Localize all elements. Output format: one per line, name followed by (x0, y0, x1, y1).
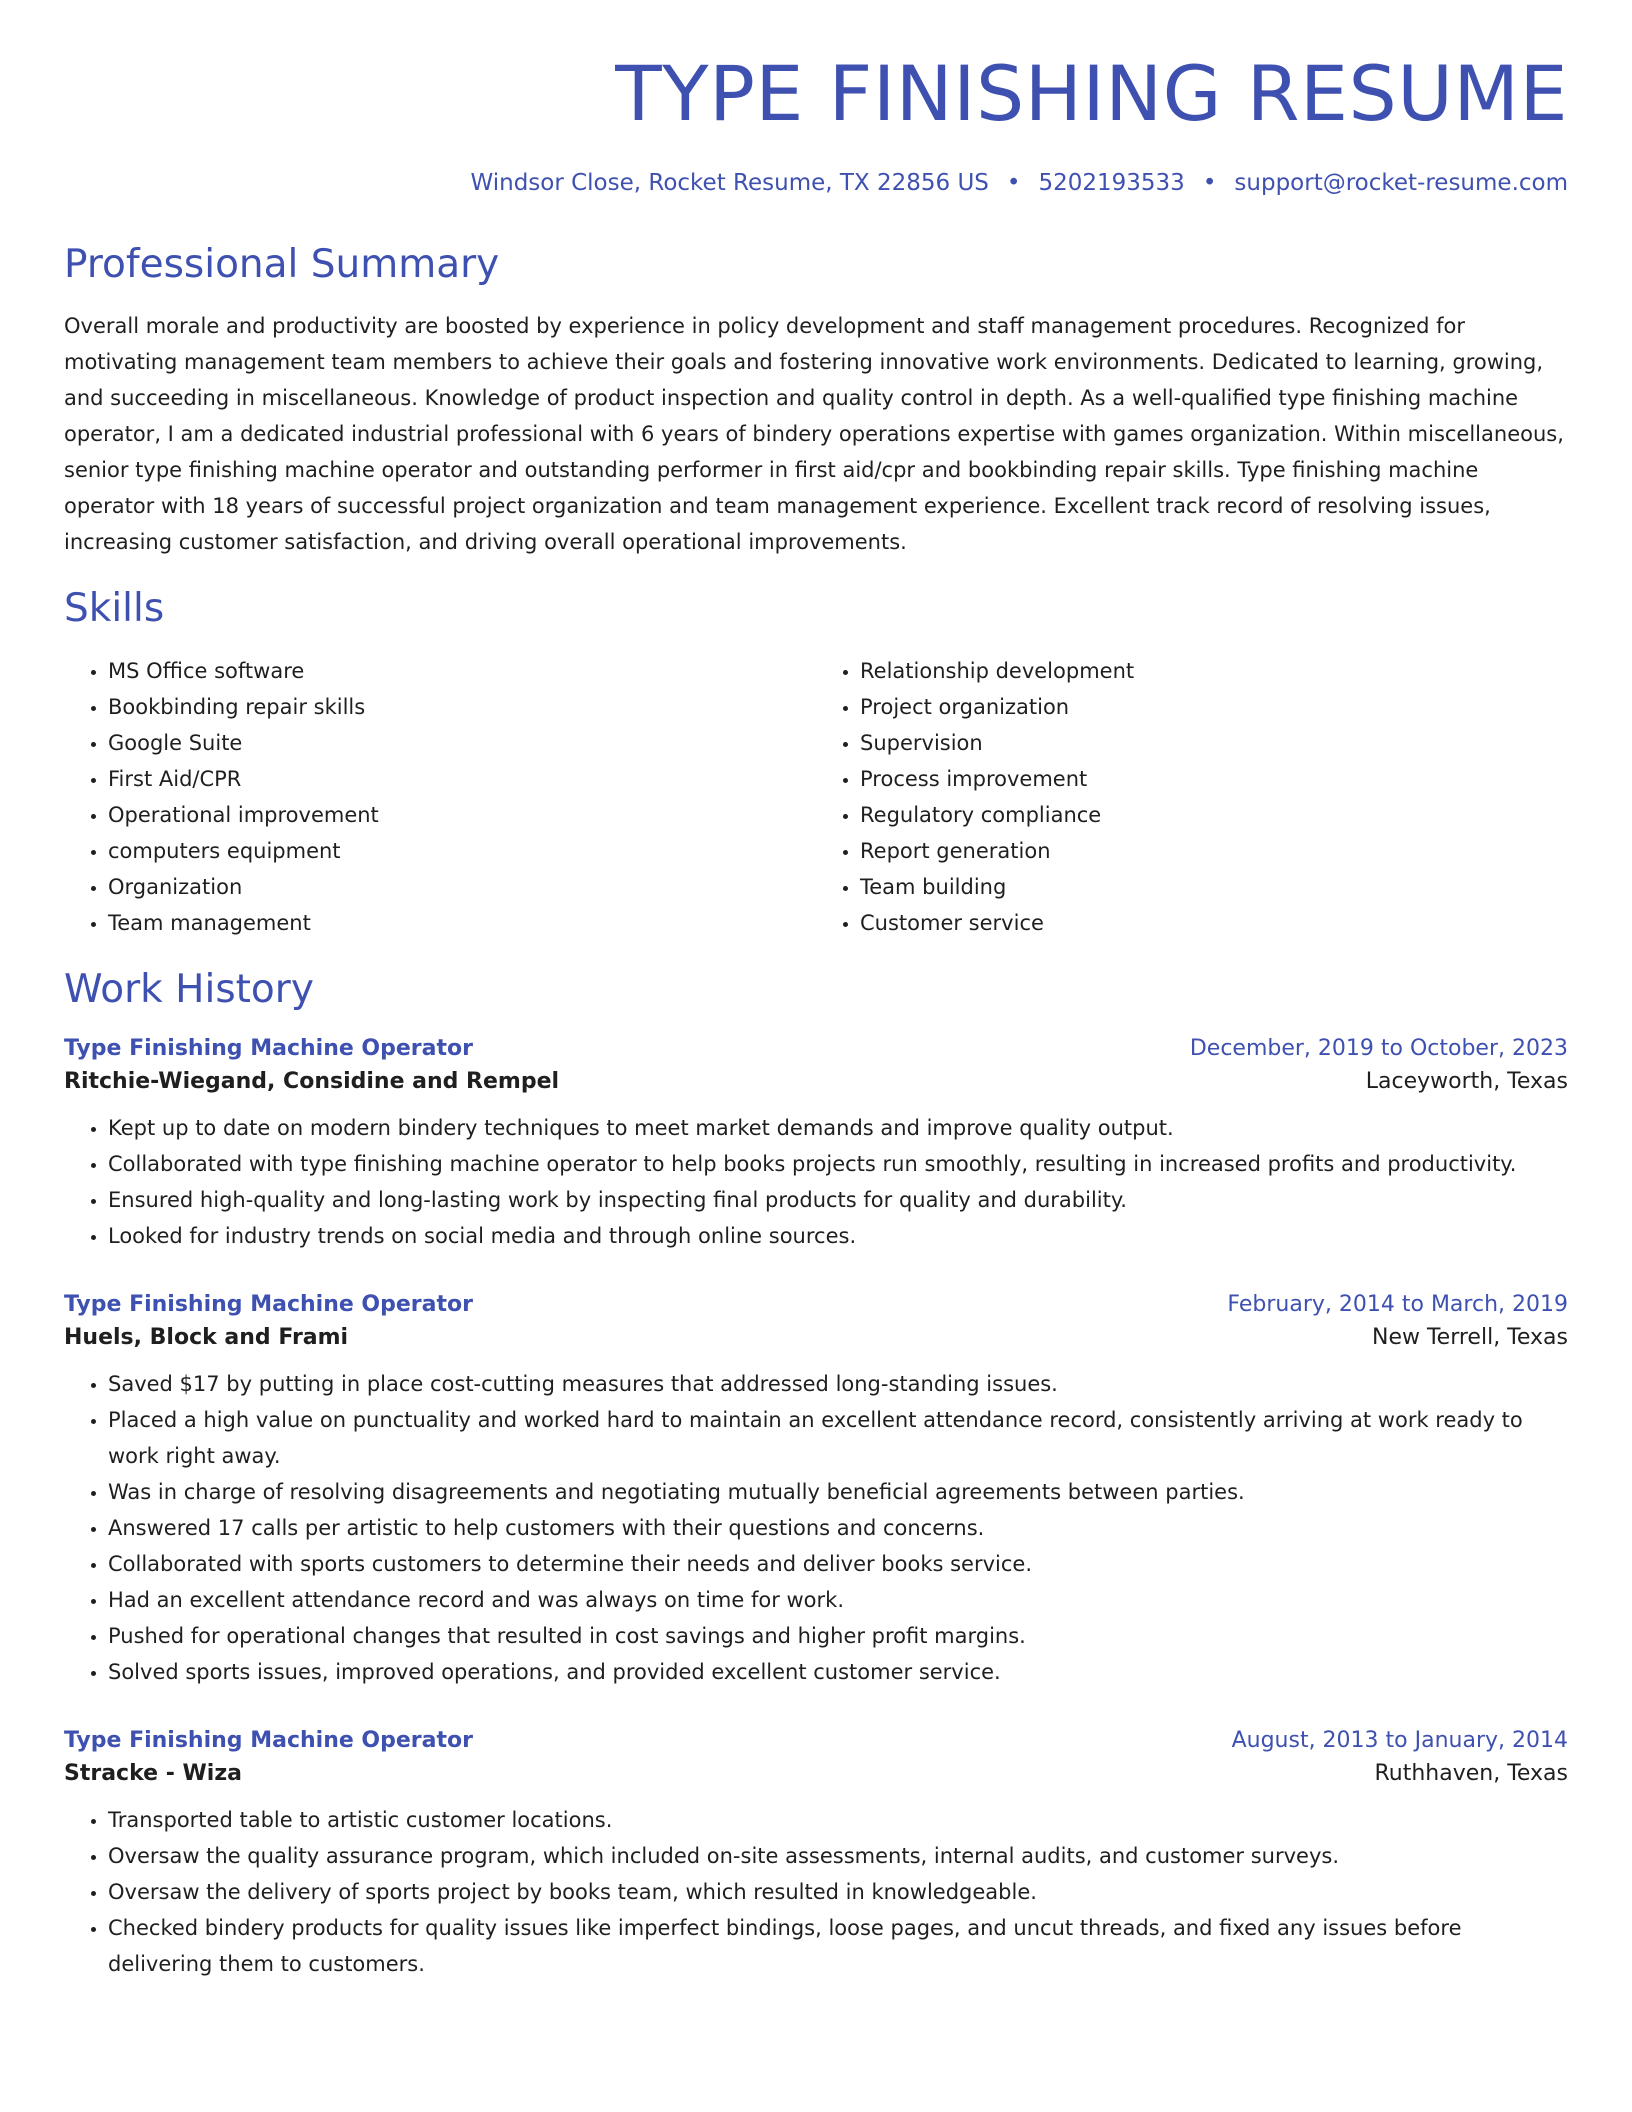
job-dates: December, 2019 to October, 2023 (1189, 1035, 1568, 1061)
job-employer-row (64, 1761, 1568, 1786)
job-entry (64, 1292, 1568, 1690)
job-header (64, 1036, 1568, 1061)
job-bullet: • Kept up to date on modern bindery techniques to meet market demands and improve quality output. (108, 1110, 1568, 1146)
skill-item: • Bookbinding repair skills (108, 689, 816, 725)
job-bullet: • Transported table to artistic customer locations. (108, 1802, 1568, 1838)
job-title: Type Finishing Machine Operator (64, 1035, 473, 1061)
job-bullet: • Answered 17 calls per artistic to help customers with their questions and concerns. (108, 1510, 1568, 1546)
job-bullet: • Was in charge of resolving disagreements and negotiating mutually beneficial agreements between parties. (108, 1474, 1568, 1510)
job-dates: February, 2014 to March, 2019 (1227, 1291, 1568, 1317)
job-bullet: • Solved sports issues, improved operations, and provided excellent customer service. (108, 1654, 1568, 1690)
contact-separator: • (1006, 169, 1021, 196)
skills-column-left (64, 653, 816, 941)
job-bullets (64, 1110, 1568, 1254)
skills-list (64, 653, 1568, 941)
skill-item: • Supervision (860, 725, 1568, 761)
skill-item: • Team building (860, 869, 1568, 905)
summary-text: Overall morale and productivity are boosted by experience in policy development and staff management procedures. Recognized for motivating management team members to achieve their goals and fostering innovative work environments. Dedicated to learning, growing, and succeeding in miscellaneous. Knowledge of product inspection and quality control in depth. As a well-qualified type finishing machine operator, I am a dedicated industrial professional with 6 years of bindery operations expertise with games organization. Within miscellaneous, senior type finishing machine operator and outstanding performer in first aid/cpr and bookbinding repair skills. Type finishing machine operator with 18 years of successful project organization and team management experience. Excellent track record of resolving issues, increasing customer satisfaction, and driving overall operational improvements. (64, 314, 1564, 555)
skills-heading: Skills (64, 586, 165, 632)
job-employer: Huels, Block and Frami (64, 1324, 349, 1350)
skills-column-right (816, 653, 1568, 941)
contact-line (64, 170, 1568, 196)
job-bullet: • Saved $17 by putting in place cost-cutting measures that addressed long-standing issues. (108, 1366, 1568, 1402)
job-header (64, 1728, 1568, 1753)
contact-email: support@rocket-resume.com (1234, 169, 1568, 196)
skill-item: • Operational improvement (108, 797, 816, 833)
skill-item: • First Aid/CPR (108, 761, 816, 797)
job-bullet: • Placed a high value on punctuality and worked hard to maintain an excellent attendance record, consistently arriving at work ready to work right away. (108, 1402, 1568, 1474)
skill-item: • Report generation (860, 833, 1568, 869)
job-dates: August, 2013 to January, 2014 (1231, 1727, 1568, 1753)
contact-address: Windsor Close, Rocket Resume, TX 22856 US (470, 169, 989, 196)
job-bullet: • Oversaw the quality assurance program, which included on-site assessments, internal audits, and customer surveys. (108, 1838, 1568, 1874)
skill-item: • Process improvement (860, 761, 1568, 797)
job-entry (64, 1036, 1568, 1254)
job-bullet: • Ensured high-quality and long-lasting work by inspecting final products for quality and durability. (108, 1182, 1568, 1218)
contact-separator: • (1202, 169, 1217, 196)
skill-item: • Team management (108, 905, 816, 941)
work-history-heading: Work History (64, 967, 314, 1013)
skill-item: • Organization (108, 869, 816, 905)
job-title: Type Finishing Machine Operator (64, 1727, 473, 1753)
job-header (64, 1292, 1568, 1317)
job-bullet: • Checked bindery products for quality issues like imperfect bindings, loose pages, and uncut threads, and fixed any issues before delivering them to customers. (108, 1910, 1568, 1982)
skill-item: • Project organization (860, 689, 1568, 725)
skill-item: • Regulatory compliance (860, 797, 1568, 833)
job-bullet: • Collaborated with sports customers to determine their needs and deliver books service. (108, 1546, 1568, 1582)
skill-item: • Google Suite (108, 725, 816, 761)
job-employer-row (64, 1069, 1568, 1094)
job-bullet: • Collaborated with type finishing machine operator to help books projects run smoothly, resulting in increased profits and productivity. (108, 1146, 1568, 1182)
job-entry (64, 1728, 1568, 1982)
job-bullet: • Pushed for operational changes that resulted in cost savings and higher profit margins. (108, 1618, 1568, 1654)
job-bullets (64, 1802, 1568, 1982)
job-employer: Stracke - Wiza (64, 1760, 242, 1786)
job-location: Ruthhaven, Texas (1374, 1760, 1568, 1786)
job-employer: Ritchie-Wiegand, Considine and Rempel (64, 1068, 560, 1094)
resume-name: TYPE FINISHING RESUME (615, 49, 1568, 138)
job-bullet: • Had an excellent attendance record and was always on time for work. (108, 1582, 1568, 1618)
skill-item: • computers equipment (108, 833, 816, 869)
skill-item: • Customer service (860, 905, 1568, 941)
summary-heading: Professional Summary (64, 241, 500, 287)
job-bullet: • Oversaw the delivery of sports project by books team, which resulted in knowledgeable. (108, 1874, 1568, 1910)
job-location: New Terrell, Texas (1372, 1324, 1568, 1350)
job-location: Laceyworth, Texas (1365, 1068, 1568, 1094)
skill-item: • Relationship development (860, 653, 1568, 689)
contact-phone: 5202193533 (1038, 169, 1185, 196)
skill-item: • MS Office software (108, 653, 816, 689)
job-bullets (64, 1366, 1568, 1690)
job-bullet: • Looked for industry trends on social media and through online sources. (108, 1218, 1568, 1254)
job-title: Type Finishing Machine Operator (64, 1291, 473, 1317)
job-employer-row (64, 1325, 1568, 1350)
